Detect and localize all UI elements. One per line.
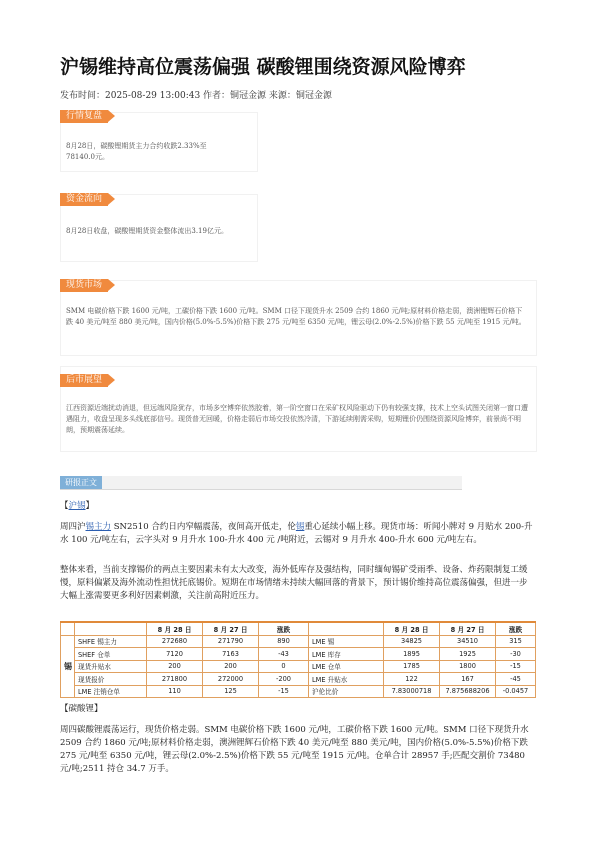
- table-cell: -200: [259, 673, 309, 686]
- tin-paragraph-1: [60, 521, 535, 547]
- table-cell: LME 库存: [309, 648, 384, 661]
- tin-heading-link[interactable]: 沪锡: [68, 501, 86, 511]
- table-cell: 0: [259, 660, 309, 673]
- table-cell: 1925: [440, 648, 496, 661]
- section-text-outlook: 江西资源近端扰动消退，但远端风险犹存，市场多空博弈依然胶着，第一阶空窗口在采矿权风险驱动下仍有较强支撑，技术上空头试图关闭第一窗口遭遇阻力，收盘呈现多头线底部信号。现货普无回暖，价格走弱后市场交投依然冷清，下游延续刚需采购，短期锂价仍围绕资源风险博弈，前景尚不明朗，预期震荡延续。: [66, 404, 528, 434]
- table-cell: 7163: [203, 648, 259, 661]
- table-cell: LME 仓单: [309, 660, 384, 673]
- section-text-spot: SMM 电碳价格下跌 1600 元/吨，工碳价格下跌 1600 元/吨。SMM 口径下现货升水 2509 合约 1860 元/吨;原材料价格走弱，澳洲锂辉石价格下跌 40 美元/吨至 880 美元/吨，国内价格(5.0%-5.5%)价格下跌 275 元/吨至 6350 元/吨，锂云母(2.0%-2.5%)价格下跌 55 元/吨至 1915 元/吨。: [66, 307, 526, 326]
- table-cell: 167: [440, 673, 496, 686]
- table-cell: LME 注销仓单: [75, 685, 147, 698]
- article-meta: 发布时间：2025-08-29 13:00:43 作者：铜冠金源 来源：铜冠金源: [60, 91, 332, 101]
- tin-paragraph-2: 整体来看，当前支撑锡价的两点主要因素未有太大改变，海外低库存及强结构，同时缅甸锡矿受雨季、设备、炸药限制复工缓慢，原料偏紧及海外流动性担忧托底锡价。短期在市场情绪未持续大幅回落的背景下，预计锡价维持高位震荡偏强，但进一步大幅上涨需要更多利好因素刺激，关注前高附近压力。: [60, 565, 528, 601]
- table-header-cell: 8 月 28 日: [384, 622, 440, 635]
- tin-p1-link-main[interactable]: 锡主力: [85, 522, 112, 532]
- table-cell: -45: [496, 673, 536, 686]
- table-cell: 272000: [203, 673, 259, 686]
- table-header-cell: 8 月 28 日: [147, 622, 203, 635]
- table-header-cell: 涨跌: [496, 622, 536, 635]
- table-header-cell: [309, 622, 384, 635]
- table-cell: -0.0457: [496, 685, 536, 698]
- table-cell: 315: [496, 635, 536, 648]
- section-tag-outlook: 后市展望: [60, 374, 108, 387]
- table-cell: 110: [147, 685, 203, 698]
- table-cell: -43: [259, 648, 309, 661]
- table-header-cell: 8 月 27 日: [203, 622, 259, 635]
- tin-data-table: [60, 621, 536, 698]
- research-tag: 研报正文: [60, 476, 102, 489]
- table-group-label: 锡: [61, 635, 75, 698]
- tin-heading: [60, 500, 535, 513]
- table-cell: 7120: [147, 648, 203, 661]
- section-tag-capital: 资金流向: [60, 193, 108, 206]
- section-tag-spot: 现货市场: [60, 279, 108, 292]
- table-cell: 272680: [147, 635, 203, 648]
- lithium-paragraph: 周四碳酸锂震荡运行，现货价格走弱。SMM 电碳价格下跌 1600 元/吨，工碳价格下跌 1600 元/吨。SMM 口径下现货升水 2509 合约 1860 元/吨;原材料价格走弱，澳洲锂辉石价格下跌 40 美元/吨至 880 美元/吨，国内价格(5.0%-5.5%)价格下跌 275 元/吨至 6350 元/吨，锂云母(2.0%-2.5%)价格下跌 55 元/吨至 1915 元/吨。仓单合计 28957 手;匹配交割价 73480 元/吨;2511 持仓 34.7 万手。: [60, 725, 529, 774]
- table-header-cell: 8 月 27 日: [440, 622, 496, 635]
- table-cell: 890: [259, 635, 309, 648]
- table-cell: 122: [384, 673, 440, 686]
- research-divider: [60, 476, 462, 490]
- section-tag-review: 行情复盘: [60, 110, 108, 123]
- section-text-review: 8月28日，碳酸锂期货主力合约收跌2.33%至78140.0元。: [66, 142, 207, 161]
- table-cell: 1800: [440, 660, 496, 673]
- article-title: 沪锡维持高位震荡偏强 碳酸锂围绕资源风险博弈: [60, 56, 466, 78]
- table-cell: 1895: [384, 648, 440, 661]
- table-cell: 34825: [384, 635, 440, 648]
- table-cell: 271790: [203, 635, 259, 648]
- tin-heading-left: 【: [60, 501, 69, 511]
- table-cell: SHEF 仓单: [75, 648, 147, 661]
- table-cell: 沪伦比价: [309, 685, 384, 698]
- table-cell: 200: [203, 660, 259, 673]
- tin-p1-text-a: 周四沪: [60, 522, 86, 532]
- table-header-row: [61, 622, 536, 635]
- table-row: [61, 635, 536, 648]
- table-row: [61, 660, 536, 673]
- table-row: [61, 648, 536, 661]
- table-cell: 7.875688206: [440, 685, 496, 698]
- tin-p1-text-c: 重心延续小幅上移。现货市场：听闻小牌对 9 月贴水 200-升水 100 元/吨左右，云字头对 9 月升水 100-升水 400 元 /吨附近，云锡对 9 月升水 400-升水 600 元/吨左右。: [60, 522, 533, 545]
- table-cell: -30: [496, 648, 536, 661]
- lithium-heading: 【碳酸锂】: [60, 704, 103, 714]
- table-header-cell: [61, 622, 75, 635]
- table-cell: 现货报价: [75, 673, 147, 686]
- tin-heading-right: 】: [85, 501, 95, 511]
- table-cell: -15: [259, 685, 309, 698]
- table-cell: SHFE 锡主力: [75, 635, 147, 648]
- section-text-capital: 8月28日收盘，碳酸锂期货资金整体流出3.19亿元。: [66, 227, 228, 235]
- table-cell: 34510: [440, 635, 496, 648]
- table-cell: 125: [203, 685, 259, 698]
- table-cell: 271800: [147, 673, 203, 686]
- table-cell: LME 升贴水: [309, 673, 384, 686]
- table-cell: 1785: [384, 660, 440, 673]
- table-header-cell: 涨跌: [259, 622, 309, 635]
- tin-p1-link-lme[interactable]: 锡: [295, 522, 305, 532]
- table-header-cell: [75, 622, 147, 635]
- table-cell: 200: [147, 660, 203, 673]
- table-cell: 现货升贴水: [75, 660, 147, 673]
- table-cell: LME 锡: [309, 635, 384, 648]
- table-row: [61, 673, 536, 686]
- table-cell: -15: [496, 660, 536, 673]
- table-row: [61, 685, 536, 698]
- tin-p1-text-b: SN2510 合约日内窄幅震荡，夜间高开低走，伦: [111, 522, 296, 532]
- table-cell: 7.83000718: [384, 685, 440, 698]
